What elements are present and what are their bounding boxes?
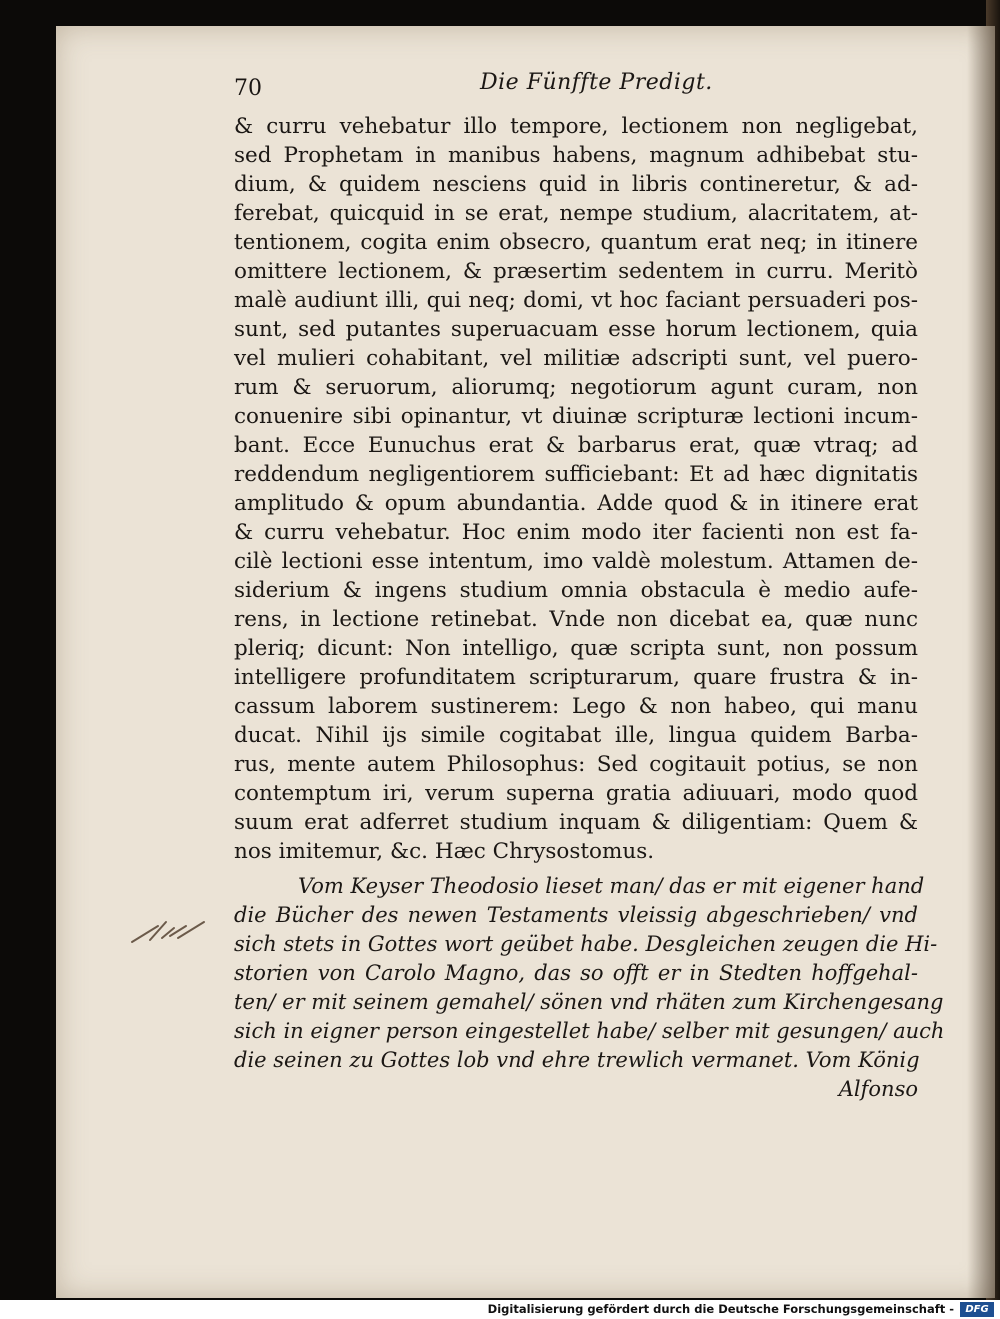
latin-text-line: & curru vehebatur illo tempore, lectionem non negligebat,: [234, 114, 918, 139]
german-text-line: die Bücher des newen Testaments vleissig abgeschrieben/ vnd: [234, 903, 918, 927]
latin-text-line: sed Prophetam in manibus habens, magnum adhibebat stu-: [234, 143, 918, 168]
latin-text-line: ducat. Nihil ijs simile cogitabat ille, lingua quidem Barba-: [234, 723, 918, 748]
latin-text-line: conuenire sibi opinantur, vt diuinæ scripturæ lectioni incum-: [234, 404, 918, 429]
latin-text-line: cassum laborem sustinerem: Lego & non habeo, qui manu: [234, 694, 918, 719]
latin-text-line: rens, in lectione retinebat. Vnde non dicebat ea, quæ nunc: [234, 607, 918, 632]
latin-text-line: ferebat, quicquid in se erat, nempe studium, alacritatem, at-: [234, 201, 918, 226]
german-text-line: ten/ er mit seinem gemahel/ sönen vnd rhäten zum Kirchengesang: [234, 990, 944, 1014]
german-text-line: storien von Carolo Magno, das so offt er in Stedten hoffgehal-: [234, 961, 918, 985]
german-text-line: Alfonso: [838, 1077, 918, 1101]
latin-text-line: amplitudo & opum abundantia. Adde quod & in itinere erat: [234, 491, 918, 516]
latin-text-line: tentionem, cogita enim obsecro, quantum erat neq; in itinere: [234, 230, 918, 255]
digitization-credit: Digitalisierung gefördert durch die Deutsche Forschungsgemeinschaft -: [487, 1302, 954, 1316]
german-text-line: Vom Keyser Theodosio lieset man/ das er mit eigener hand: [298, 874, 925, 898]
latin-text-line: & curru vehebatur. Hoc enim modo iter facienti non est fa-: [234, 520, 918, 545]
latin-text-line: omittere lectionem, & præsertim sedentem in curru. Meritò: [234, 259, 918, 284]
page-edge-shadow: [967, 26, 995, 1298]
latin-text-line: bant. Ecce Eunuchus erat & barbarus erat, quæ vtraq; ad: [234, 433, 918, 458]
latin-text-line: nos imitemur, &c. Hæc Chrysostomus.: [234, 839, 655, 864]
latin-text-line: pleriq; dicunt: Non intelligo, quæ scripta sunt, non possum: [234, 636, 918, 661]
latin-text-line: siderium & ingens studium omnia obstacula è medio aufe-: [234, 578, 918, 603]
page-number: 70: [234, 76, 262, 101]
latin-text-line: vel mulieri cohabitant, vel militiæ adscripti sunt, vel puero-: [234, 346, 918, 371]
german-text-line: die seinen zu Gottes lob vnd ehre trewlich vermanet. Vom König: [234, 1048, 920, 1072]
latin-text-line: contemptum iri, verum superna gratia adiuuari, modo quod: [234, 781, 918, 806]
latin-text-line: cilè lectioni esse intentum, imo valdè molestum. Attamen de-: [234, 549, 918, 574]
latin-text-line: reddendum negligentiorem sufficiebant: Et ad hæc dignitatis: [234, 462, 918, 487]
latin-text-line: suum erat adferret studium inquam & diligentiam: Quem &: [234, 810, 918, 835]
latin-text-line: intelligere profunditatem scripturarum, quare frustra & in-: [234, 665, 918, 690]
latin-text-line: malè audiunt illi, qui neq; domi, vt hoc faciant persuaderi pos-: [234, 288, 918, 313]
running-head: Die Fünffte Predigt.: [480, 70, 713, 95]
latin-text-line: sunt, sed putantes superuacuam esse horum lectionem, quia: [234, 317, 918, 342]
german-text-line: sich in eigner person eingestellet habe/ selber mit gesungen/ auch: [234, 1019, 945, 1043]
dfg-logo: DFG: [960, 1302, 994, 1317]
latin-text-block: [234, 112, 918, 866]
latin-text-line: dium, & quidem nesciens quid in libris contineretur, & ad-: [234, 172, 918, 197]
latin-text-line: rum & seruorum, aliorumq; negotiorum agunt curam, non: [234, 375, 918, 400]
margin-annotation-mark: [128, 910, 208, 950]
latin-text-line: rus, mente autem Philosophus: Sed cogitauit potius, se non: [234, 752, 918, 777]
german-text-line: sich stets in Gottes wort geübet habe. Desgleichen zeugen die Hi-: [234, 932, 938, 956]
german-text-block: [234, 872, 945, 1104]
